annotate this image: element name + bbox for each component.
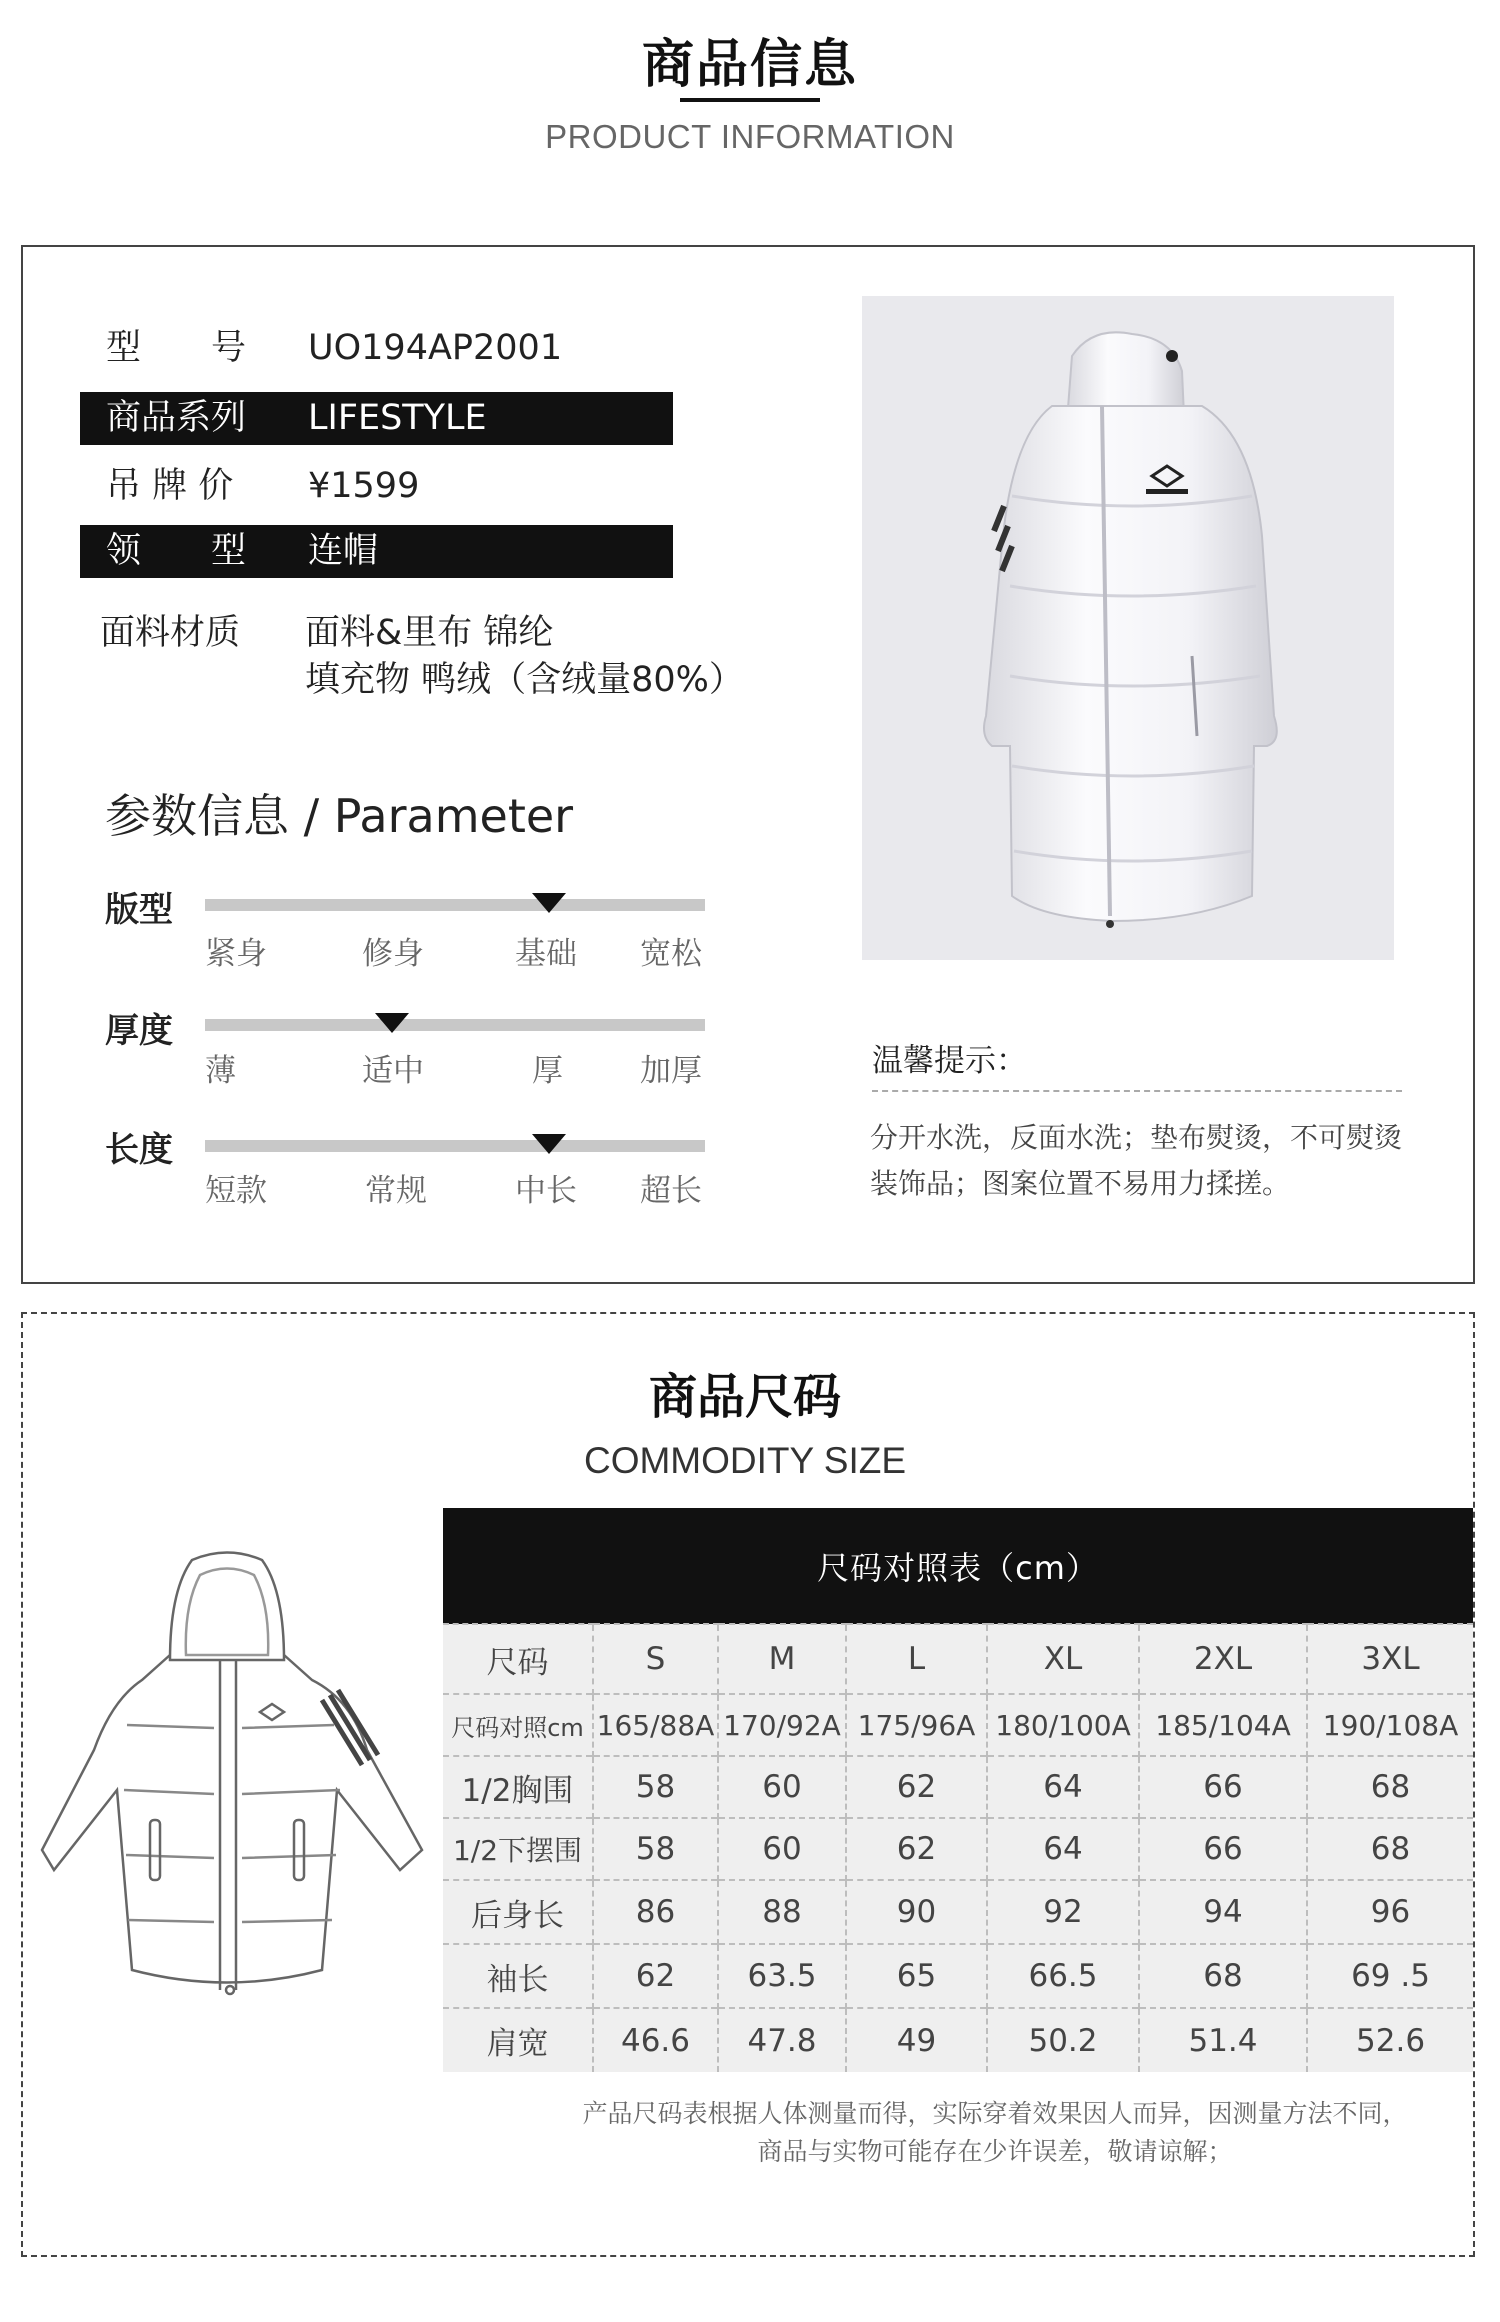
param-option: 短款 (205, 1173, 267, 1209)
column-header: S (593, 1624, 718, 1694)
material-line-shell: 面料&里布 锦纶 (305, 613, 554, 653)
spec-label-material: 面料材质 (100, 613, 241, 653)
row-label: 1/2下摆围 (443, 1818, 593, 1880)
spec-row-price (80, 460, 673, 513)
table-cell: 94 (1139, 1880, 1307, 1944)
column-header: 尺码 (443, 1624, 593, 1694)
down-parka-photo-icon (862, 296, 1394, 960)
table-cell: 52.6 (1307, 2008, 1473, 2072)
table-cell: 69 .5 (1307, 1944, 1473, 2008)
table-cell: 68 (1307, 1756, 1473, 1818)
table-cell: 175/96A (846, 1694, 987, 1756)
page-title: 商品信息 (641, 35, 858, 95)
spec-label: 吊 牌 价 (106, 466, 234, 506)
param-option: 基础 (515, 936, 577, 972)
row-label: 尺码对照cm (443, 1694, 593, 1756)
table-row (443, 1944, 1473, 2008)
column-header: M (718, 1624, 846, 1694)
size-note-line: 商品与实物可能存在少许误差，敬请谅解； (757, 2137, 1233, 2166)
param-track-length (205, 1140, 705, 1152)
param-marker-fit (532, 893, 566, 913)
param-option: 薄 (205, 1053, 236, 1089)
row-label: 1/2胸围 (443, 1756, 593, 1818)
spec-value: UO194AP2001 (308, 328, 563, 368)
table-cell: 50.2 (987, 2008, 1139, 2072)
column-header: XL (987, 1624, 1139, 1694)
parameter-title: 参数信息 / Parameter (105, 789, 574, 843)
material-line-fill: 填充物 鸭绒（含绒量80%） (305, 660, 744, 700)
table-cell: 64 (987, 1818, 1139, 1880)
column-header: L (846, 1624, 987, 1694)
spec-value: ¥1599 (308, 466, 420, 506)
param-option: 中长 (515, 1173, 577, 1209)
table-cell: 65 (846, 1944, 987, 2008)
param-label-thickness: 厚度 (105, 1011, 173, 1051)
table-cell: 47.8 (718, 2008, 846, 2072)
param-option: 超长 (640, 1173, 702, 1209)
spec-label: 商品系列 (106, 398, 247, 438)
table-cell: 165/88A (593, 1694, 718, 1756)
table-cell: 60 (718, 1818, 846, 1880)
param-track-fit (205, 899, 705, 911)
table-cell: 62 (593, 1944, 718, 2008)
tips-text: 分开水洗，反面水洗；垫布熨烫，不可熨烫装饰品；图案位置不易用力揉搓。 (870, 1121, 1403, 1200)
table-cell: 46.6 (593, 2008, 718, 2072)
table-row (443, 1756, 1473, 1818)
table-cell: 96 (1307, 1880, 1473, 1944)
table-cell: 64 (987, 1756, 1139, 1818)
spec-row-series (80, 392, 673, 445)
table-cell: 190/108A (1307, 1694, 1473, 1756)
param-label-length: 长度 (105, 1130, 173, 1170)
param-marker-length (532, 1134, 566, 1154)
product-photo (862, 296, 1394, 960)
spec-label: 领 型 (106, 531, 247, 571)
size-note-line: 产品尺码表根据人体测量而得，实际穿着效果因人而异，因测量方法不同， (582, 2099, 1408, 2128)
table-cell: 60 (718, 1756, 846, 1818)
spec-row-collar (80, 525, 673, 578)
tips-divider (872, 1090, 1402, 1092)
table-header-row (443, 1624, 1473, 1694)
row-label: 袖长 (443, 1944, 593, 2008)
spec-label: 型 号 (106, 328, 247, 368)
param-option: 宽松 (640, 936, 702, 972)
param-marker-thickness (375, 1013, 409, 1033)
param-option: 紧身 (205, 936, 267, 972)
param-option: 常规 (365, 1173, 427, 1209)
param-option: 适中 (362, 1053, 424, 1089)
table-cell: 62 (846, 1756, 987, 1818)
spec-row-model (80, 322, 673, 375)
table-cell: 66.5 (987, 1944, 1139, 2008)
table-cell: 86 (593, 1880, 718, 1944)
param-option: 修身 (362, 936, 424, 972)
coat-line-drawing-icon (22, 1550, 452, 2010)
spec-value: 连帽 (308, 531, 379, 571)
table-row (443, 1818, 1473, 1880)
param-track-thickness (205, 1019, 705, 1031)
table-row (443, 2008, 1473, 2072)
spec-value: LIFESTYLE (308, 398, 487, 438)
size-title: 商品尺码 (648, 1369, 841, 1425)
page-subtitle: PRODUCT INFORMATION (545, 118, 955, 155)
table-cell: 49 (846, 2008, 987, 2072)
param-label-fit: 版型 (105, 890, 173, 930)
table-cell: 58 (593, 1818, 718, 1880)
table-cell: 68 (1307, 1818, 1473, 1880)
title-divider (680, 98, 820, 102)
size-table (443, 1508, 1473, 2072)
size-note (510, 2095, 1480, 2171)
table-cell: 180/100A (987, 1694, 1139, 1756)
row-label: 后身长 (443, 1880, 593, 1944)
table-row (443, 1694, 1473, 1756)
size-subtitle: COMMODITY SIZE (583, 1440, 907, 1481)
column-header: 2XL (1139, 1624, 1307, 1694)
table-cell: 170/92A (718, 1694, 846, 1756)
table-cell: 185/104A (1139, 1694, 1307, 1756)
table-cell: 62 (846, 1818, 987, 1880)
table-cell: 88 (718, 1880, 846, 1944)
table-caption: 尺码对照表（cm） (443, 1508, 1473, 1624)
table-cell: 66 (1139, 1756, 1307, 1818)
table-cell: 66 (1139, 1818, 1307, 1880)
table-row (443, 1880, 1473, 1944)
table-cell: 63.5 (718, 1944, 846, 2008)
row-label: 肩宽 (443, 2008, 593, 2072)
tips-title: 温馨提示： (872, 1043, 1027, 1079)
table-cell: 90 (846, 1880, 987, 1944)
param-option: 厚 (532, 1053, 563, 1089)
table-cell: 58 (593, 1756, 718, 1818)
param-option: 加厚 (640, 1053, 702, 1089)
table-cell: 51.4 (1139, 2008, 1307, 2072)
column-header: 3XL (1307, 1624, 1473, 1694)
table-cell: 92 (987, 1880, 1139, 1944)
table-cell: 68 (1139, 1944, 1307, 2008)
